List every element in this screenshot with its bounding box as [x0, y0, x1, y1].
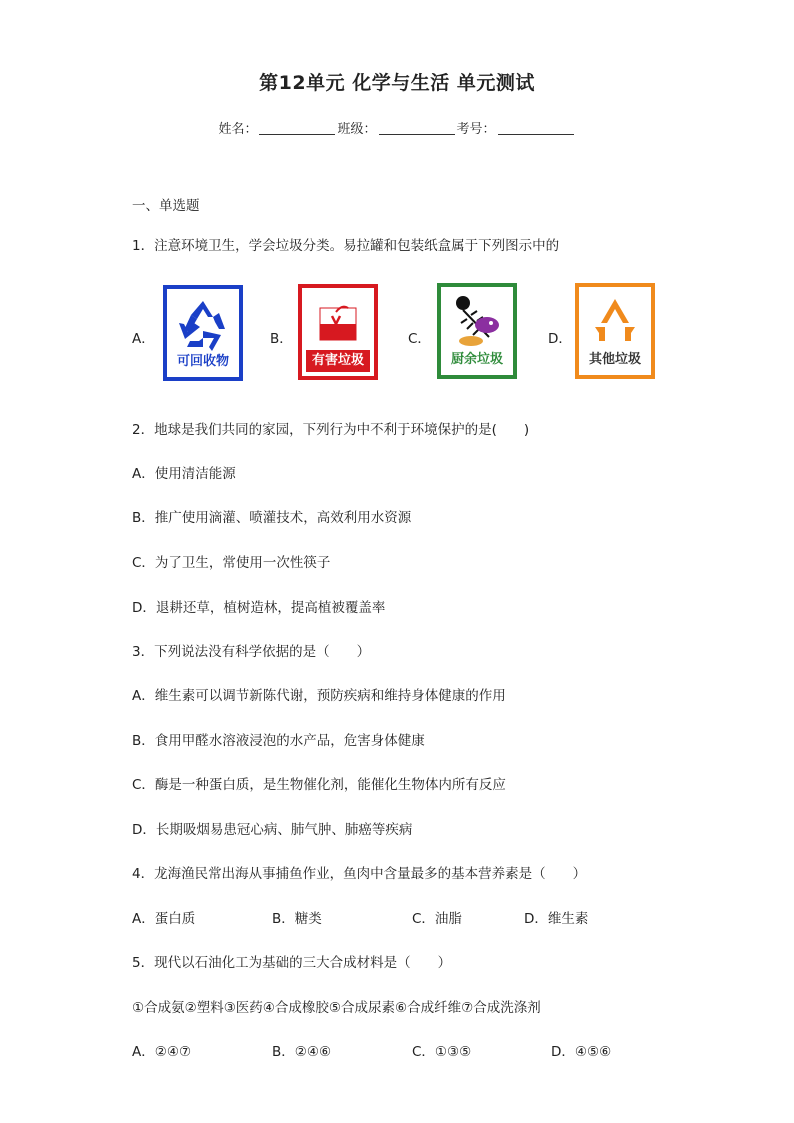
q1-option-d-label[interactable]: D．: [548, 331, 572, 347]
q2-option-d[interactable]: D．退耕还草，植树造林，提高植被覆盖率: [132, 600, 386, 616]
other-waste-icon: [587, 293, 643, 351]
class-label: 班级：: [337, 122, 377, 137]
recyclable-sign-caption: 可回收物: [171, 351, 235, 373]
q3-option-c[interactable]: C．酶是一种蛋白质，是生物催化剂，能催化生物体内所有反应: [132, 777, 506, 793]
section-title: 一、单选题: [132, 198, 200, 214]
question-3-stem: 3．下列说法没有科学依据的是（ ）: [132, 644, 371, 660]
recyclable-sign[interactable]: [163, 285, 243, 381]
q4-option-b[interactable]: B．糖类: [272, 911, 322, 927]
exam-no-label: 考号：: [456, 122, 496, 137]
q2-option-b[interactable]: B．推广使用滴灌、喷灌技术，高效利用水资源: [132, 510, 412, 526]
q5-option-a[interactable]: A．②④⑦: [132, 1044, 192, 1060]
student-info-line: [0, 118, 794, 137]
q4-option-d[interactable]: D．维生素: [524, 911, 589, 927]
class-blank[interactable]: [379, 120, 455, 135]
question-4-stem: 4．龙海渔民常出海从事捕鱼作业，鱼肉中含量最多的基本营养素是（ ）: [132, 866, 587, 882]
q2-option-c[interactable]: C．为了卫生，常使用一次性筷子: [132, 555, 331, 571]
q4-option-c[interactable]: C．油脂: [412, 911, 462, 927]
q5-option-b[interactable]: B．②④⑥: [272, 1044, 332, 1060]
kitchen-waste-sign[interactable]: [437, 283, 517, 379]
q3-option-a[interactable]: A．维生素可以调节新陈代谢，预防疾病和维持身体健康的作用: [132, 688, 506, 704]
q4-option-a[interactable]: A．蛋白质: [132, 911, 196, 927]
question-2-stem: 2．地球是我们共同的家园，下列行为中不利于环境保护的是( ): [132, 422, 530, 438]
hazardous-sign[interactable]: [298, 284, 378, 380]
exam-no-blank[interactable]: [498, 120, 574, 135]
kitchen-waste-sign-caption: 厨余垃圾: [445, 349, 509, 371]
q1-option-c-label[interactable]: C．: [408, 331, 431, 347]
q5-option-d[interactable]: D．④⑤⑥: [551, 1044, 612, 1060]
q2-option-a[interactable]: A．使用清洁能源: [132, 466, 236, 482]
q1-option-b-label[interactable]: B．: [270, 331, 293, 347]
page-title: 第12单元 化学与生活 单元测试: [259, 72, 535, 94]
name-label: 姓名：: [218, 122, 258, 137]
question-5-stem: 5．现代以石油化工为基础的三大合成材料是（ ）: [132, 955, 452, 971]
q5-items: ①合成氨②塑料③医药④合成橡胶⑤合成尿素⑥合成纤维⑦合成洗涤剂: [132, 1000, 541, 1016]
hazard-icon: [310, 294, 366, 350]
recycle-icon: [175, 295, 231, 355]
other-waste-sign[interactable]: [575, 283, 655, 379]
name-blank[interactable]: [259, 120, 335, 135]
q3-option-b[interactable]: B．食用甲醛水溶液浸泡的水产品，危害身体健康: [132, 733, 425, 749]
hazardous-sign-caption: 有害垃圾: [306, 350, 370, 372]
q1-option-a-label[interactable]: A．: [132, 331, 155, 347]
other-waste-sign-caption: 其他垃圾: [583, 349, 647, 371]
fishbone-icon: [449, 293, 505, 351]
question-1-stem: 1．注意环境卫生，学会垃圾分类。易拉罐和包装纸盒属于下列图示中的: [132, 238, 560, 254]
q3-option-d[interactable]: D．长期吸烟易患冠心病、肺气肿、肺癌等疾病: [132, 822, 413, 838]
q5-option-c[interactable]: C．①③⑤: [412, 1044, 472, 1060]
